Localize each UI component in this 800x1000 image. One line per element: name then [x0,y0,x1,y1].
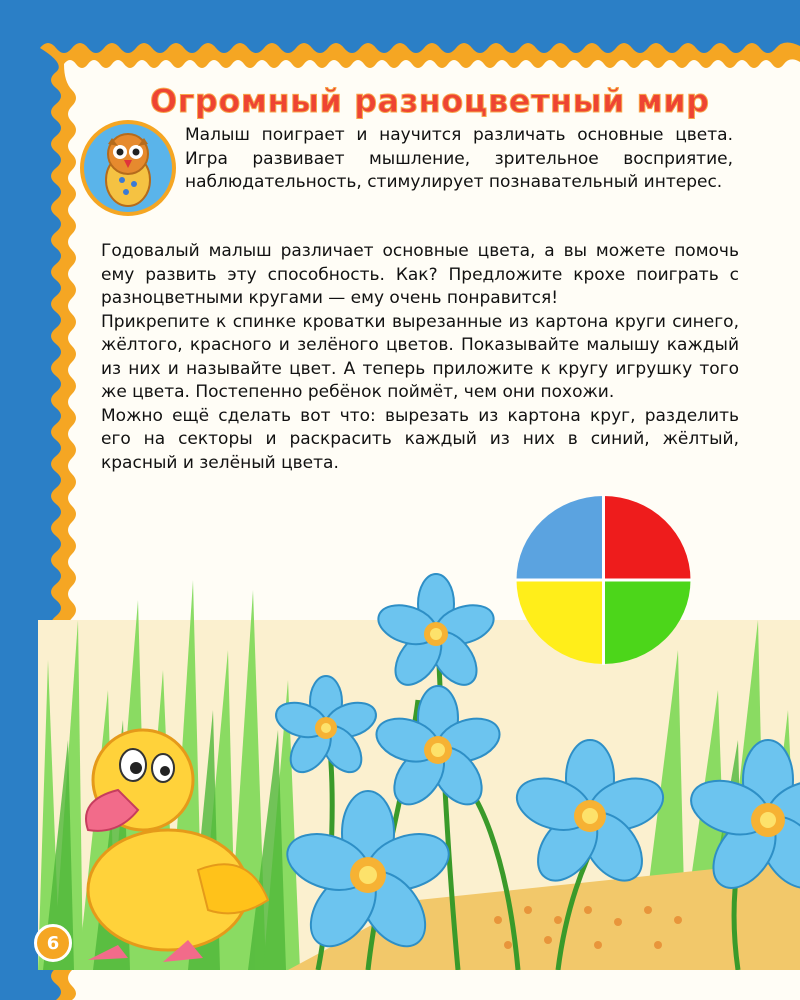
page-title: Огромный разноцветный мир [150,82,710,120]
paragraph: Годовалый малыш различает основные цвета, а вы можете помочь ему развить эту способность. Как? Предложите крохе поиграть с разноцветными кругами — ему очень понравится! [101,241,739,308]
page-number-badge [34,924,72,962]
page-number: 6 [46,932,60,954]
intro-text: Малыш поиграет и научится различать основные цвета. Игра развивает мышление, зрительное восприятие, наблюдательность, стимулирует познавательный интерес. [185,125,733,192]
wheel-sector-yellow [517,580,604,664]
wheel-sector-green [604,580,691,664]
paragraph: Прикрепите к спинке кроватки вырезанные из картона круги синего, жёлтого, красного и зелёного цветов. Показывайте малышу каждый из них и называйте цвет. А теперь приложите к кругу игрушку того же цвета. Постепенно ребёнок поймёт, чем они похожи. [101,311,739,402]
article-body [101,240,739,475]
owl-icon [78,118,178,218]
paragraph: Можно ещё сделать вот что: вырезать из картона круг, разделить его на секторы и раскрасить каждый из них в синий, жёлтый, красный и зелёный цвета. [101,405,739,473]
color-wheel [515,495,692,665]
wheel-sector-red [604,496,691,580]
wheel-sector-blue [517,496,604,580]
